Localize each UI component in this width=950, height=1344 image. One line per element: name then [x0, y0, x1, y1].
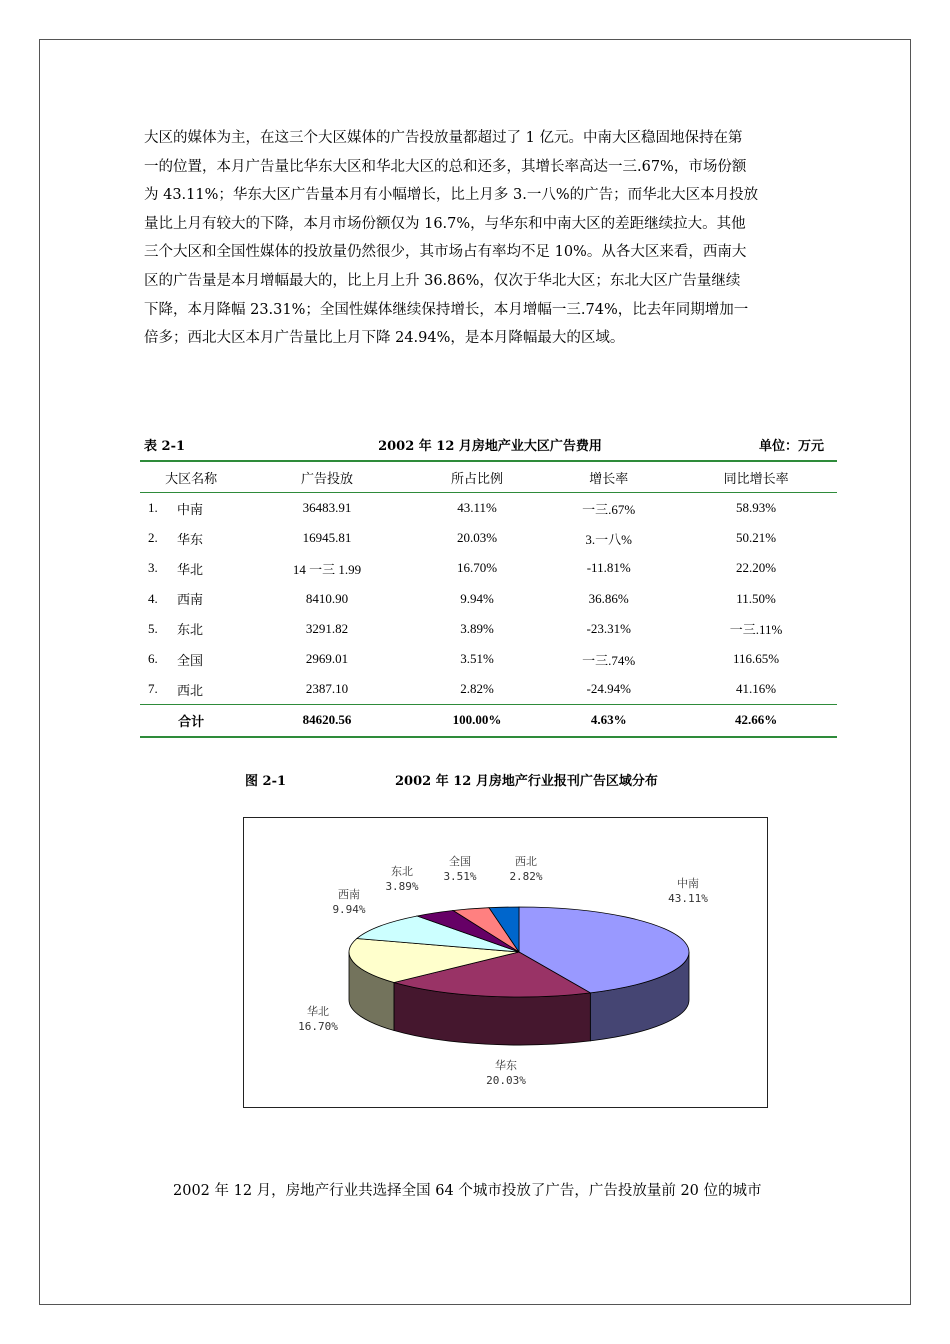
region-name: 西南: [177, 592, 204, 608]
table-row: [140, 523, 837, 553]
paragraph-1-line: 三个大区和全国性媒体的投放量仍然很少，其市场占有率均不足 10%。从各大区来看，西南大: [144, 244, 747, 261]
paragraph-1-line: 倍多；西北大区本月广告量比上月下降 24.94%，是本月降幅最大的区域。: [144, 330, 625, 347]
figure-title: 2002 年 12 月房地产行业报刊广告区域分布: [395, 774, 658, 789]
table-title: 2002 年 12 月房地产业大区广告费用: [378, 439, 602, 454]
table-row: [140, 644, 837, 674]
yoy-cell: 58.93%: [736, 500, 777, 516]
region-name: 华东: [177, 531, 204, 547]
figure-label: 图 2-1: [245, 774, 287, 789]
pie-chart: [244, 818, 767, 1107]
share-cell: 16.70%: [456, 560, 498, 576]
share-cell: 9.94%: [460, 590, 494, 606]
total-label: 合计: [140, 705, 242, 737]
growth-cell: 3.一八%: [585, 531, 632, 547]
header-growth: 增长率: [542, 461, 675, 493]
table-row: [140, 584, 837, 614]
slice-label-value: 3.89%: [385, 880, 419, 893]
total-growth: 4.63%: [542, 705, 675, 737]
slice-label-name: 中南: [677, 877, 699, 890]
amount-cell: 16945.81: [302, 530, 352, 546]
slice-label-value: 3.51%: [443, 870, 477, 883]
row-number: 4.: [148, 590, 158, 606]
slice-label-value: 2.82%: [509, 870, 543, 883]
paragraph-1-line: 一的位置，本月广告量比华东大区和华北大区的总和还多，其增长率高达一三.67%，市场份额: [144, 158, 747, 175]
row-number: 7.: [148, 681, 158, 697]
table-unit: 单位：万元: [758, 439, 824, 454]
share-cell: 3.89%: [460, 620, 494, 636]
paragraph-1-line: 下降，本月降幅 23.31%；全国性媒体继续保持增长，本月增幅一三.74%，比去年同期增加一: [144, 301, 749, 318]
region-name: 中南: [177, 501, 204, 517]
slice-label-value: 43.11%: [668, 892, 708, 905]
total-share: 100.00%: [412, 705, 542, 737]
row-number: 2.: [148, 530, 158, 546]
growth-cell: 一三.74%: [582, 652, 636, 668]
row-number: 5.: [148, 620, 158, 636]
share-cell: 20.03%: [456, 530, 498, 546]
yoy-cell: 116.65%: [733, 651, 780, 667]
amount-cell: 3291.82: [305, 620, 349, 636]
amount-cell: 8410.90: [305, 590, 349, 606]
yoy-cell: 41.16%: [736, 681, 777, 697]
growth-cell: 一三.67%: [582, 501, 636, 517]
header-region: 大区名称: [140, 461, 242, 493]
table-row: [140, 614, 837, 644]
share-cell: 43.11%: [457, 500, 497, 516]
slice-label-name: 西南: [338, 888, 360, 901]
table-total-row: [140, 705, 837, 737]
amount-cell: 14 一三 1.99: [292, 561, 362, 577]
pie-chart-frame: [243, 817, 768, 1108]
slice-label-name: 全国: [449, 855, 471, 868]
yoy-cell: 22.20%: [736, 560, 777, 576]
total-amount: 84620.56: [242, 705, 412, 737]
header-yoy: 同比增长率: [675, 461, 837, 493]
paragraph-1-line: 区的广告量是本月增幅最大的，比上月上升 36.86%，仅次于华北大区；东北大区广告量继续: [144, 272, 741, 289]
table-header-row: [140, 461, 837, 493]
growth-cell: -24.94%: [586, 681, 631, 697]
paragraph-1-line: 量比上月有较大的下降，本月市场份额仅为 16.7%，与华东和中南大区的差距继续拉大。其他: [144, 215, 746, 232]
paragraph-2-text: 2002 年 12 月，房地产行业共选择全国 64 个城市投放了广告，广告投放量前 20 位的城市: [173, 1183, 762, 1199]
row-number: 3.: [148, 560, 158, 576]
table-row: [140, 493, 837, 524]
slice-label-value: 9.94%: [332, 903, 366, 916]
paragraph-1-line: 为 43.11%；华东大区广告量本月有小幅增长，比上月多 3.一八%的广告；而华北大区本月投放: [144, 187, 759, 204]
region-name: 东北: [177, 622, 204, 638]
growth-cell: -11.81%: [586, 560, 631, 576]
region-name: 华北: [177, 561, 204, 577]
slice-label-name: 东北: [391, 865, 413, 878]
slice-label-value: 20.03%: [486, 1074, 526, 1087]
share-cell: 3.51%: [460, 651, 494, 667]
growth-cell: 36.86%: [588, 590, 629, 606]
row-number: 6.: [148, 651, 158, 667]
region-ad-spend-table: [140, 460, 837, 738]
yoy-cell: 一三.11%: [729, 622, 783, 638]
body-paragraph-2: [144, 1177, 836, 1206]
amount-cell: 2387.10: [305, 681, 349, 697]
slice-label-name: 西北: [515, 855, 537, 868]
slice-label-name: 华东: [495, 1059, 517, 1072]
header-share: 所占比例: [412, 461, 542, 493]
table-label: 表 2-1: [144, 439, 186, 454]
slice-label-name: 华北: [307, 1005, 329, 1018]
header-amount: 广告投放: [242, 461, 412, 493]
growth-cell: -23.31%: [586, 620, 631, 636]
amount-cell: 36483.91: [302, 500, 352, 516]
table-row: [140, 553, 837, 583]
body-paragraph-1: [144, 124, 836, 353]
table-caption: [144, 433, 836, 455]
total-yoy: 42.66%: [675, 705, 837, 737]
region-name: 全国: [177, 652, 204, 668]
table-row: [140, 674, 837, 705]
row-number: 1.: [148, 500, 158, 516]
paragraph-1-line: 大区的媒体为主，在这三个大区媒体的广告投放量都超过了 1 亿元。中南大区稳固地保持在第: [144, 130, 743, 146]
slice-label-value: 16.70%: [298, 1020, 338, 1033]
amount-cell: 2969.01: [305, 651, 349, 667]
share-cell: 2.82%: [460, 681, 494, 697]
yoy-cell: 11.50%: [736, 590, 776, 606]
region-name: 西北: [177, 682, 204, 698]
yoy-cell: 50.21%: [736, 530, 777, 546]
